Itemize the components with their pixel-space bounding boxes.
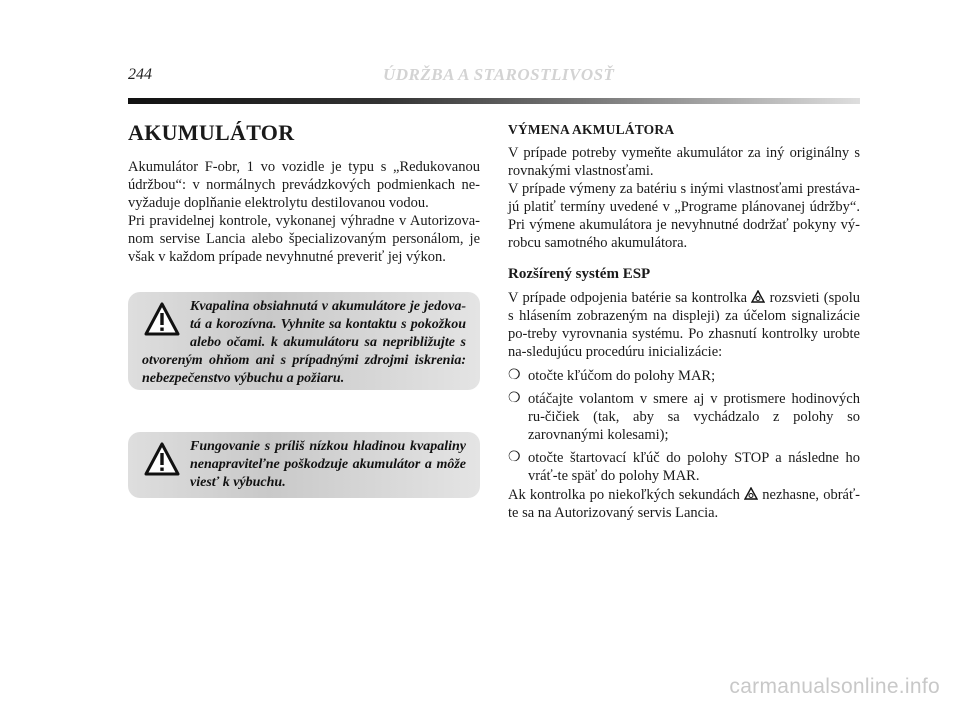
esp-warning-light-icon bbox=[751, 290, 765, 303]
left-column bbox=[128, 120, 480, 266]
list-item bbox=[508, 390, 860, 444]
replacement-paragraph-2: V prípade výmeny za batériu s inými vlastnosťami prestáva-jú platiť termíny uvedené v „Programe plánovanej údržby“. Pri výmene akumulátora je nevyhnutné dodržať pokyny vý-robcu samotného akumulátora. bbox=[508, 181, 860, 251]
init-steps-list bbox=[508, 367, 860, 485]
chapter-title: ÚDRŽBA A STAROSTLIVOSŤ bbox=[383, 65, 615, 84]
step-text: otočte štartovací kľúč do polohy STOP a následne ho vráť-te späť do polohy MAR. bbox=[528, 450, 860, 484]
step-text: otáčajte volantom v smere aj v protismere hodinových ru-čičiek (tak, aby sa vychádzalo z polohy so zarovnanými kolesami); bbox=[528, 391, 860, 443]
bullet-circle-icon: ❍ bbox=[508, 391, 521, 406]
section-title-replacement: VÝMENA AKMULÁTORA bbox=[508, 122, 675, 137]
list-item bbox=[508, 367, 860, 385]
right-column bbox=[508, 122, 860, 522]
list-item bbox=[508, 449, 860, 485]
closing-text-a: Ak kontrolka po niekoľkých sekundách bbox=[508, 487, 740, 503]
section-title-esp: Rozšírený systém ESP bbox=[508, 266, 651, 282]
header-rule bbox=[128, 98, 860, 104]
bullet-circle-icon: ❍ bbox=[508, 450, 521, 465]
section-title-akumulator: AKUMULÁTOR bbox=[128, 120, 295, 145]
warning-text-low-level: Fungovanie s príliš nízkou hladinou kvapaliny nenapraviteľne poškodzuje akumulátor a môže viesť k výbuchu. bbox=[190, 439, 466, 490]
esp-intro-text-b: rozsvieti (spolu s hlásením zobrazeným na displeji) za účelom signalizácie po-treby vyrovnania systému. Po zhasnutí kontrolky urobte na-sledujúcu procedúru inicializácie: bbox=[508, 290, 861, 360]
esp-intro-paragraph bbox=[508, 289, 860, 361]
warning-text-toxic: Kvapalina obsiahnutá v akumulátore je jedova-tá a korozívna. Vyhnite sa kontaktu s pokožkou alebo očami. k akumulátoru sa nepribližujte s otvoreným ohňom ani s prípadnými zdrojmi iskrenia: nebezpečenstvo výbuchu a požiaru. bbox=[142, 299, 466, 386]
warning-box-toxic bbox=[128, 292, 480, 390]
bullet-circle-icon: ❍ bbox=[508, 368, 521, 383]
watermark: carmanualsonline.info bbox=[729, 675, 940, 698]
intro-paragraph-1: Akumulátor F-obr, 1 vo vozidle je typu s „Redukovanou údržbou“: v normálnych prevádzkových podmienkach ne-vyžaduje doplňanie elektrolytu destilovanou vodou. bbox=[128, 159, 480, 211]
closing-paragraph bbox=[508, 486, 860, 522]
page-number: 244 bbox=[128, 66, 152, 83]
replacement-paragraph-1: V prípade potreby vymeňte akumulátor za iný originálny s rovnakými vlastnosťami. bbox=[508, 145, 860, 179]
closing-text-b: nezhasne, obráť-te sa na Autorizovaný servis Lancia. bbox=[508, 487, 860, 521]
esp-intro-text-a: V prípade odpojenia batérie sa kontrolka bbox=[508, 290, 748, 306]
intro-paragraph-2: Pri pravidelnej kontrole, vykonanej výhradne v Autorizova-nom servise Lancia alebo špecializovaným personálom, je však v každom prípade nevyhnutné preveriť jej výkon. bbox=[128, 213, 480, 265]
esp-warning-light-icon bbox=[744, 487, 758, 500]
step-text: otočte kľúčom do polohy MAR; bbox=[528, 368, 716, 384]
warning-triangle-icon bbox=[144, 442, 180, 476]
warning-triangle-icon bbox=[144, 302, 180, 336]
warning-box-low-level bbox=[128, 432, 480, 498]
